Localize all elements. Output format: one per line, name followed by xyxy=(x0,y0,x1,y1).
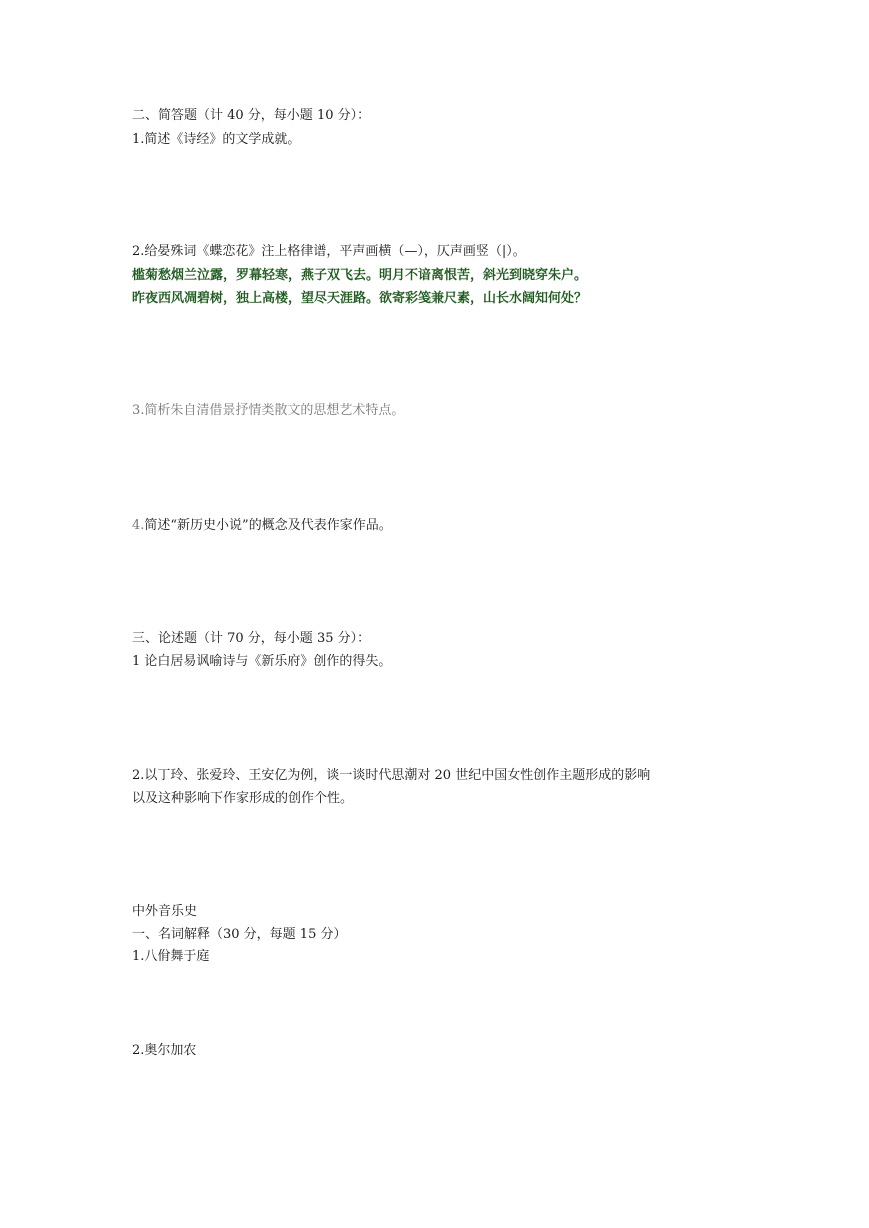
music-section1-heading: 一、名词解释（30 分，每题 15 分） xyxy=(132,927,347,942)
section2-heading: 二、简答题（计 40 分，每小题 10 分）： xyxy=(132,108,371,123)
question-2-3-number: 3. xyxy=(132,403,145,418)
question-2-1: 1.简述《诗经》的文学成就。 xyxy=(132,132,301,147)
question-2-4 xyxy=(132,517,392,535)
poem-line-1: 槛菊愁烟兰泣露，罗幕轻寒，燕子双飞去。明月不谙离恨苦，斜光到晓穿朱户。 xyxy=(132,268,588,283)
section3-heading: 三、论述题（计 70 分，每小题 35 分）： xyxy=(132,631,371,646)
question-3-1: 1 论白居易讽喻诗与《新乐府》创作的得失。 xyxy=(132,654,392,669)
question-2-3-text: 简析朱自清借景抒情类散文的思想艺术特点。 xyxy=(144,403,405,418)
question-3-2-line-2: 以及这种影响下作家形成的创作个性。 xyxy=(132,791,354,806)
question-3-2-line-1: 2.以丁玲、张爱玲、王安亿为例，谈一谈时代思潮对 20 世纪中国女性创作主题形成的影响 xyxy=(132,768,651,783)
question-2-2: 2.给晏殊词《蝶恋花》注上格律谱，平声画横（—），仄声画竖（|）。 xyxy=(132,244,526,259)
music-subject-title: 中外音乐史 xyxy=(132,904,198,919)
question-2-4-number: 4. xyxy=(132,518,145,533)
music-question-2: 2.奥尔加农 xyxy=(132,1043,197,1058)
question-2-4-text: 简述“新历史小说”的概念及代表作家作品。 xyxy=(144,518,392,533)
question-2-3 xyxy=(132,402,404,420)
poem-line-2: 昨夜西风凋碧树，独上高楼，望尽天涯路。欲寄彩笺兼尺素，山长水阔知何处？ xyxy=(132,291,588,306)
music-question-1: 1.八佾舞于庭 xyxy=(132,949,210,964)
